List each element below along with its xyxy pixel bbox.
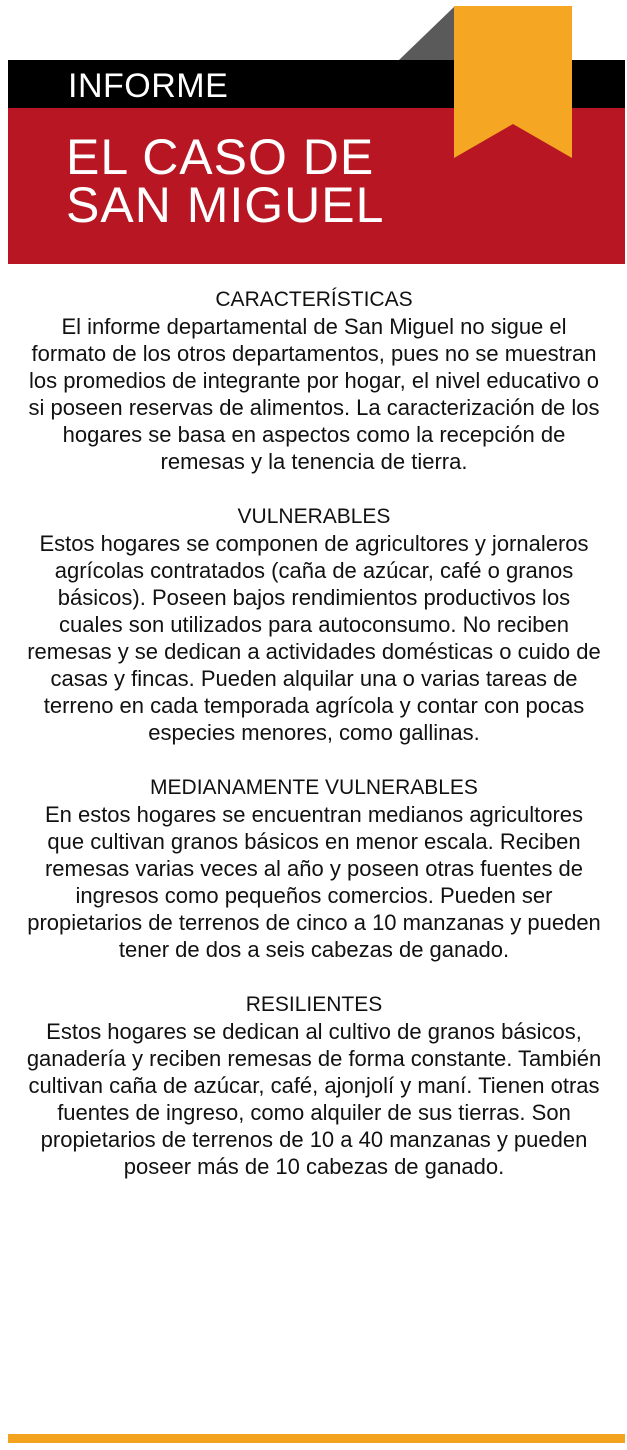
section-heading: MEDIANAMENTE VULNERABLES	[150, 776, 478, 799]
page-title-line-1: EL CASO DE	[66, 129, 375, 185]
section-heading: RESILIENTES	[245, 993, 383, 1016]
section-paragraph: Estos hogares se componen de agricultores y jornaleros agrícolas contratados (caña de azúcar, café o granos básicos). Poseen bajos rendimientos productivos los cuales son utilizados para autoconsumo. No reciben remesas y se dedican a actividades domésticas o cuido de casas y fincas. Pueden alquilar una o varias tareas de terreno en cada temporada agrícola y contar con pocas especies menores, como gallinas.	[27, 531, 601, 745]
section-heading: CARACTERÍSTICAS	[215, 288, 413, 311]
section-heading: VULNERABLES	[237, 505, 391, 528]
bookmark-ribbon	[454, 6, 572, 158]
section-resilientes	[26, 992, 602, 1180]
section-paragraph: Estos hogares se dedican al cultivo de granos básicos, ganadería y reciben remesas de forma constante. También cultivan caña de azúcar, café, ajonjolí y maní. Tienen otras fuentes de ingreso, como alquiler de sus tierras. Son propietarios de terrenos de 10 a 40 manzanas y pueden poseer más de 10 cabezas de ganado.	[26, 1019, 602, 1179]
page-title	[66, 129, 385, 233]
section-paragraph: El informe departamental de San Miguel no sigue el formato de los otros departamentos, pues no se muestran los promedios de integrante por hogar, el nivel educativo o si poseen reservas de alimentos. La caracterización de los hogares se basa en aspectos como la recepción de remesas y la tenencia de tierra.	[28, 314, 600, 474]
bottom-divider	[8, 1434, 625, 1443]
section-caracteristicas	[26, 287, 602, 475]
page-title-line-2: SAN MIGUEL	[66, 177, 385, 233]
section-medianamente-vulnerables	[26, 775, 602, 963]
section-vulnerables	[26, 504, 602, 746]
article-body	[26, 287, 602, 1209]
section-paragraph: En estos hogares se encuentran medianos agricultores que cultivan granos básicos en menor escala. Reciben remesas varias veces al año y poseen otras fuentes de ingresos como pequeños comercios. Pueden ser propietarios de terrenos de cinco a 10 manzanas y pueden tener de dos a seis cabezas de ganado.	[27, 802, 601, 962]
section-eyebrow: INFORME	[68, 67, 229, 105]
ribbon-fold-shape	[399, 6, 455, 60]
